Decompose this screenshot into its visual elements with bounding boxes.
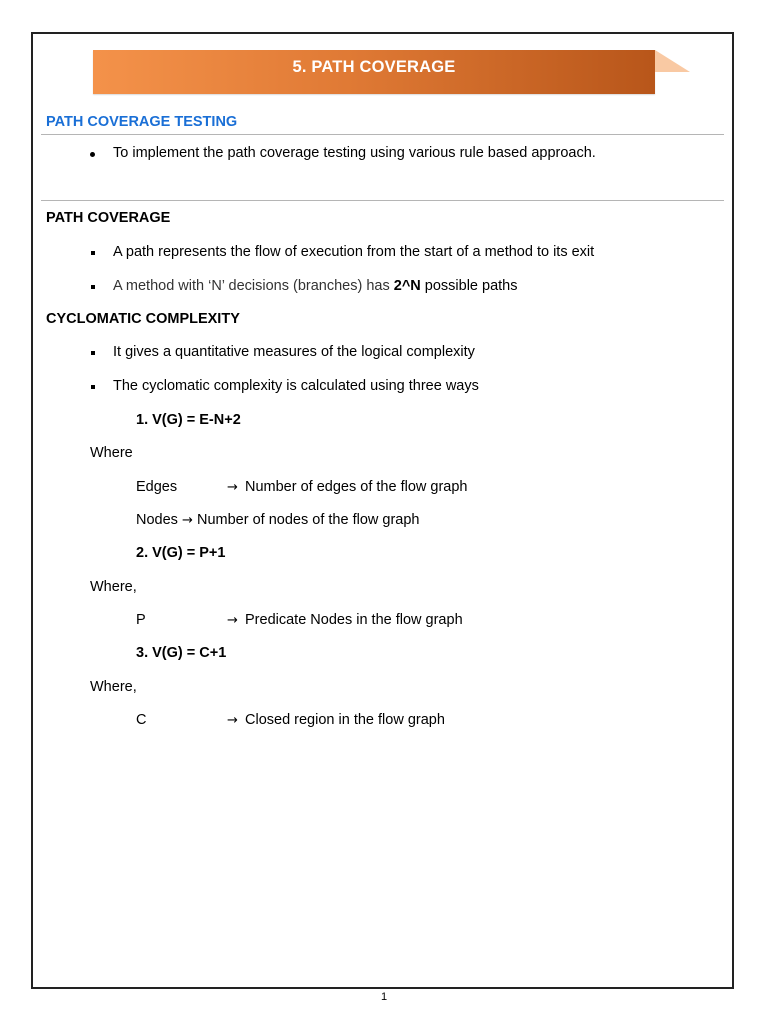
def-c-term: C	[136, 712, 147, 728]
complexity-methods-text: The cyclomatic complexity is calculated using three ways	[113, 378, 479, 394]
def-nodes-term: Nodes	[136, 512, 178, 528]
complexity-definition-text: It gives a quantitative measures of the logical complexity	[113, 344, 475, 360]
section-heading-path-coverage: PATH COVERAGE	[46, 210, 171, 226]
bullet-square-icon	[91, 285, 95, 289]
arrow-right-icon: →	[227, 480, 238, 495]
bullet-square-icon	[91, 251, 95, 255]
where-label-2: Where,	[90, 579, 137, 595]
objective-text: To implement the path coverage testing using various rule based approach.	[113, 145, 596, 161]
path-count-text	[113, 278, 518, 294]
path-definition-text: A path represents the flow of execution from the start of a method to its exit	[113, 244, 595, 260]
def-edges-desc: Number of edges of the flow graph	[245, 479, 468, 495]
page-number: 1	[380, 991, 388, 1003]
path-count-prefix: A method with ‘N’ decisions (branches) has	[113, 278, 390, 294]
formula-1: 1. V(G) = E-N+2	[136, 412, 241, 428]
bullet-square-icon	[91, 351, 95, 355]
def-c-desc: Closed region in the flow graph	[245, 712, 445, 728]
banner-tail-decoration	[655, 50, 690, 72]
arrow-right-icon: →	[182, 513, 193, 528]
where-label-3: Where,	[90, 679, 137, 695]
section-heading-path-coverage-testing: PATH COVERAGE TESTING	[46, 114, 238, 130]
def-p-term: P	[136, 612, 146, 628]
section-divider	[41, 200, 724, 201]
arrow-right-icon: →	[227, 613, 238, 628]
page-border	[31, 32, 734, 989]
path-count-suffix: possible paths	[424, 278, 518, 294]
def-nodes-desc: Number of nodes of the flow graph	[197, 512, 420, 528]
formula-2: 2. V(G) = P+1	[136, 545, 226, 561]
def-p-desc: Predicate Nodes in the flow graph	[245, 612, 463, 628]
page-title: 5. PATH COVERAGE	[292, 58, 456, 76]
arrow-right-icon: →	[227, 713, 238, 728]
section-divider	[41, 134, 724, 135]
section-heading-cyclomatic-complexity: CYCLOMATIC COMPLEXITY	[46, 311, 240, 327]
bullet-dot-icon	[90, 152, 95, 157]
def-edges-term: Edges	[136, 479, 178, 495]
bullet-square-icon	[91, 385, 95, 389]
path-count-formula: 2^N	[393, 278, 421, 294]
where-label-1: Where	[90, 445, 133, 461]
formula-3: 3. V(G) = C+1	[136, 645, 227, 661]
